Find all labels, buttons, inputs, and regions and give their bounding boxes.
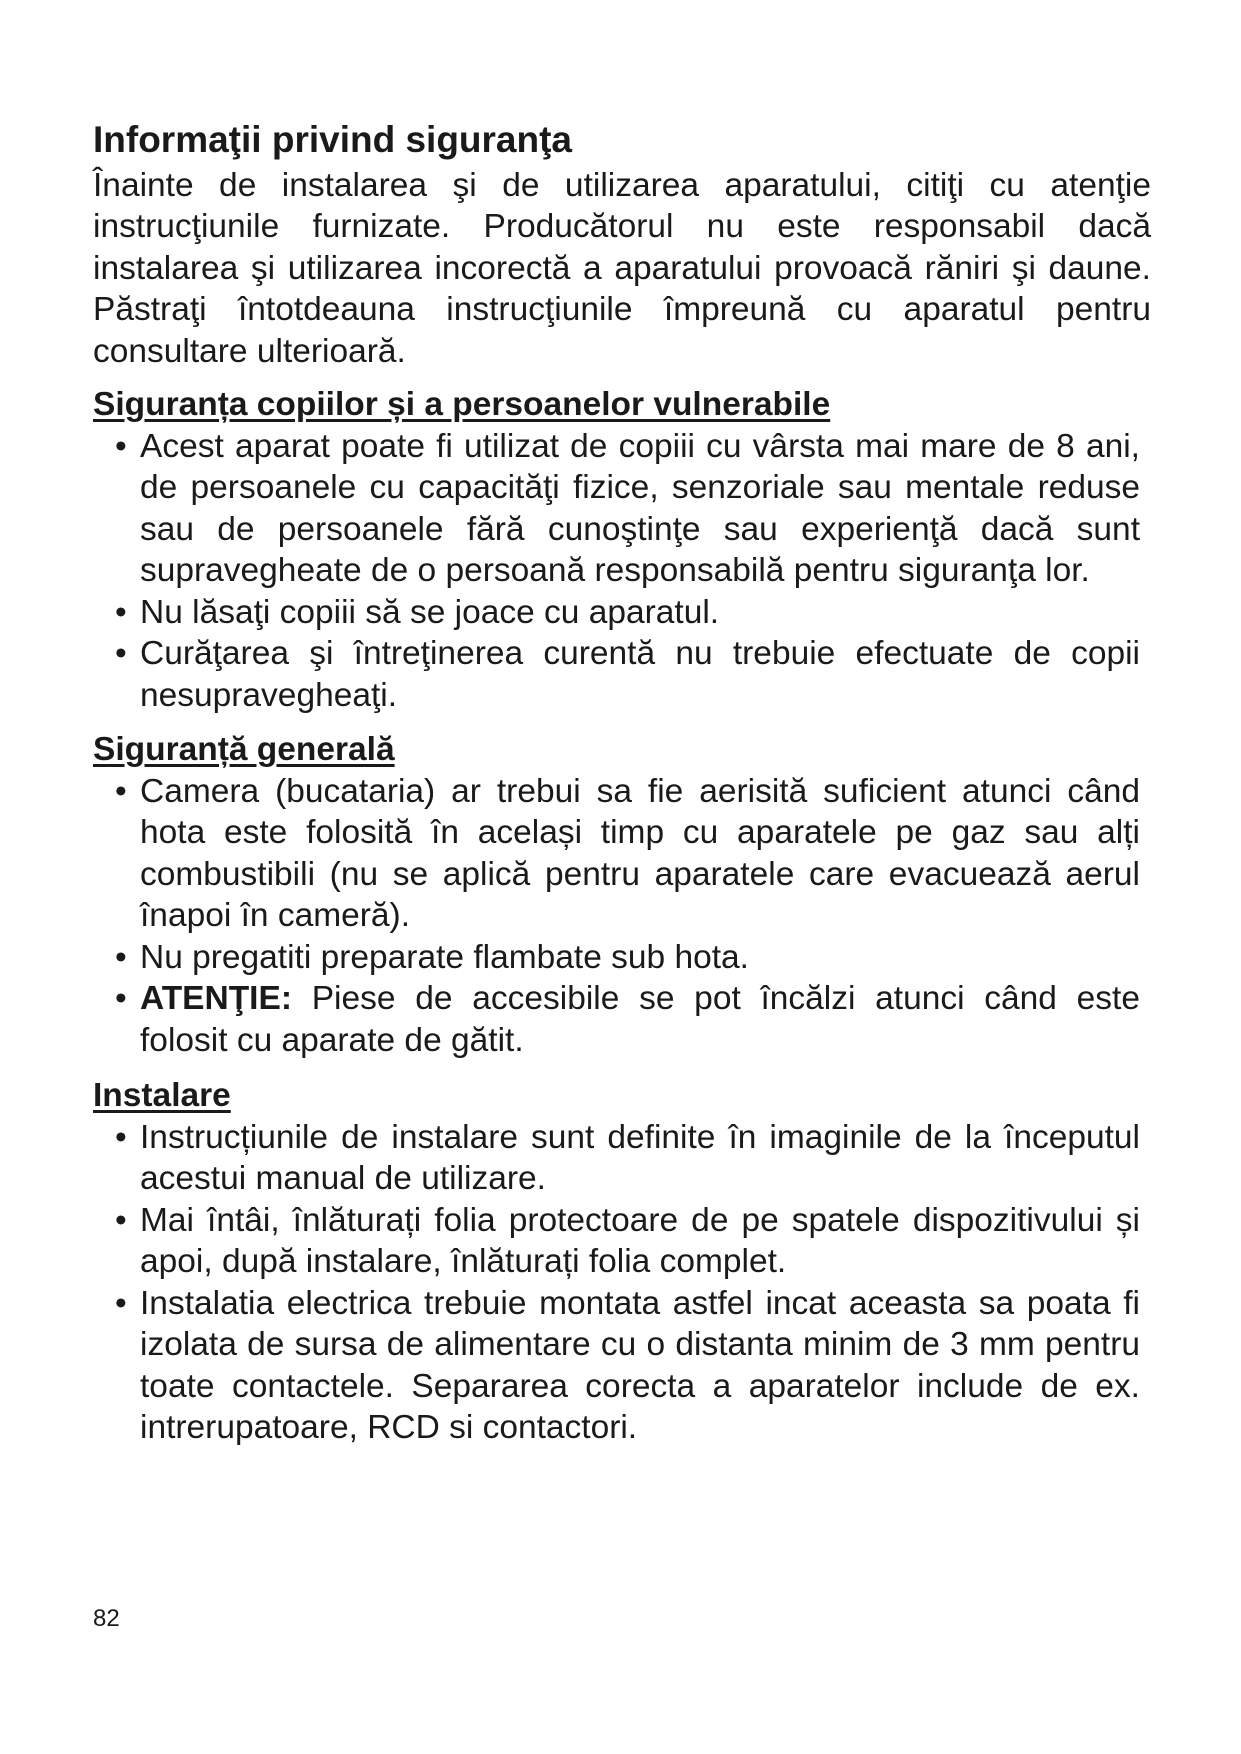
intro-paragraph: Înainte de instalarea şi de utilizarea aparatului, citiţi cu atenţie instrucţiunile furnizate. Producătorul nu este responsabil dacă instalarea şi utilizarea incorectă a aparatului provoacă răniri şi daune. Păstraţi întotdeauna instrucţiunile împreună cu aparatul pentru consultare ulterioară. (93, 166, 1151, 370)
list-item: • Nu lăsaţi copiii să se joace cu aparatul. (93, 592, 1140, 634)
list-item: • Camera (bucataria) ar trebui sa fie aerisită suficient atunci când hota este folosită în același timp cu aparatele pe gaz sau alți combustibili (nu se aplică pentru aparatele care evacuează aerul înapoi în cameră). (93, 771, 1140, 937)
list-item: • Instrucțiunile de instalare sunt definite în imaginile de la începutul acestui manual de utilizare. (93, 1117, 1140, 1200)
section-heading-general-safety: Siguranță generală (93, 731, 395, 769)
general-safety-list (93, 771, 1151, 1062)
page-title: Informaţii privind siguranţa (93, 119, 572, 160)
list-item: • Instalatia electrica trebuie montata astfel incat aceasta sa poata fi izolata de sursa de alimentare cu o distanta minim de 3 mm pentru toate contactele. Separarea corecta a aparatelor include de ex. intrerupatoare, RCD si contactori. (93, 1283, 1140, 1449)
warning-label: ATENŢIE: (140, 980, 292, 1018)
section-heading-installation: Instalare (93, 1077, 231, 1115)
children-safety-list (93, 426, 1151, 717)
warning-list-item (93, 978, 1140, 1061)
document-page (93, 120, 1151, 1449)
warning-text: Piese de accesibile se pot încălzi atunci când este folosit cu aparate de gătit. (140, 980, 1140, 1059)
installation-list (93, 1117, 1151, 1449)
section-heading-children-safety: Siguranța copiilor și a persoanelor vulnerabile (93, 386, 831, 424)
list-item: • Curăţarea şi întreţinerea curentă nu trebuie efectuate de copii nesupravegheaţi. (93, 633, 1140, 716)
list-item: • Nu pregatiti preparate flambate sub hota. (93, 937, 1140, 979)
page-number: 82 (93, 1605, 120, 1632)
list-item: • Mai întâi, înlăturați folia protectoare de pe spatele dispozitivului și apoi, după instalare, înlăturați folia complet. (93, 1200, 1140, 1283)
list-item: • Acest aparat poate fi utilizat de copiii cu vârsta mai mare de 8 ani, de persoanele cu capacităţi fizice, senzoriale sau mentale reduse sau de persoanele fără cunoştinţe sau experienţă dacă sunt supravegheate de o persoană responsabilă pentru siguranţa lor. (93, 426, 1140, 592)
